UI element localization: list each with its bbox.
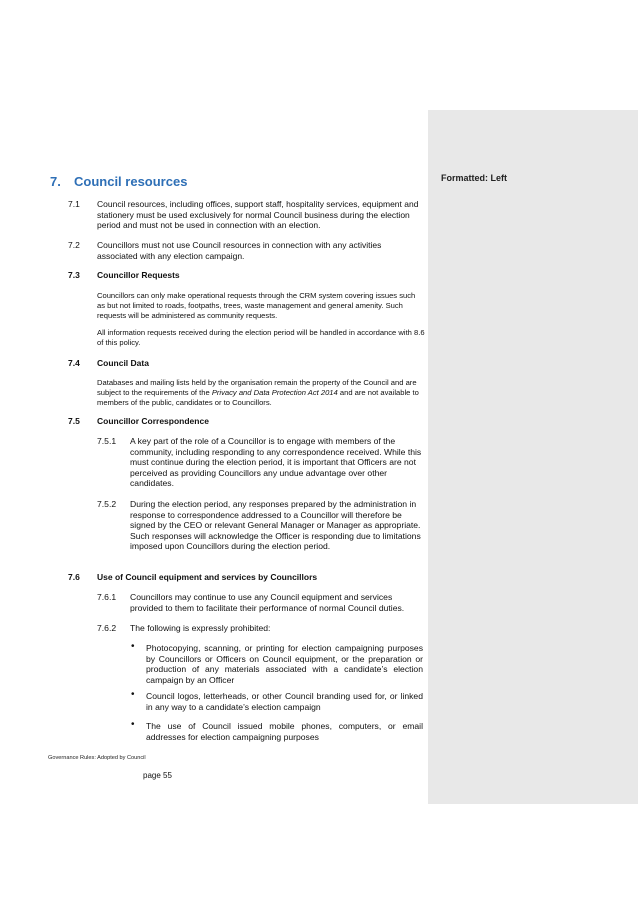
subsection-title-7-3: Councillor Requests — [97, 270, 180, 280]
clause-text-7-2: Councillors must not use Council resources in connection with any activities associated with any election campaign. — [97, 240, 382, 261]
paragraph-7-3-1: Councillors can only make operational requests through the CRM system covering issues such as but not limited to roads, footpaths, trees, waste management and general amenity. Such requests will be administered as community requests. — [97, 291, 416, 320]
paragraph-7-3-2: All information requests received during the election period will be handled in accordance with 8.6 of this policy. — [97, 328, 425, 347]
bullet-item: Council logos, letterheads, or other Council branding used for, or linked in any way to a candidate’s election campaign — [146, 691, 423, 712]
footer-text: Governance Rules: Adopted by Council — [48, 755, 146, 761]
bullet-icon: • — [131, 719, 135, 730]
page-number: page 55 — [143, 771, 172, 780]
clause-text-7-1: Council resources, including offices, support staff, hospitality services, equipment and stationery must be used exclusively for normal Council business during the election period and must not be used in connection with an election. — [97, 199, 419, 231]
comment-formatted-label: Formatted: Left — [441, 173, 507, 183]
act-name: Privacy and Data Protection Act 2014 — [211, 387, 338, 397]
clause-number-7-6-2: 7.6.2 — [97, 623, 117, 633]
clause-number-7-2: 7.2 — [68, 240, 80, 250]
bullet-item: The use of Council issued mobile phones, computers, or email addresses for election campaigning purposes — [146, 721, 423, 742]
clause-number-7-6-1: 7.6.1 — [97, 592, 117, 602]
subsection-number-7-4: 7.4 — [68, 358, 80, 368]
subsection-title-7-6: Use of Council equipment and services by Councillors — [97, 572, 318, 582]
bullet-icon: • — [131, 641, 135, 652]
subsection-title-7-4: Council Data — [97, 358, 149, 368]
clause-text-7-6-2: The following is expressly prohibited: — [130, 623, 271, 633]
clause-text-7-6-1: Councillors may continue to use any Council equipment and services provided to them to facilitate their performance of normal Council duties. — [130, 592, 405, 613]
subsection-number-7-3: 7.3 — [68, 270, 80, 280]
paragraph-7-4: Databases and mailing lists held by the organisation remain the property of the Council and are subject to the requirements of the Privacy and Data Protection Act 2014 and are not available to members of the public, candidates or to Councillors. — [97, 378, 419, 407]
comment-pane — [428, 110, 638, 804]
section-title: Council resources — [74, 174, 188, 189]
clause-text-7-5-1: A key part of the role of a Councillor is to engage with members of the community, including responding to any correspondence received. While this must continue during the election period, it is important that Officers are not perceived as providing Councillors any undue advantage over other candidates. — [130, 436, 422, 489]
clause-number-7-1: 7.1 — [68, 199, 80, 209]
clause-text-7-5-2: During the election period, any responses prepared by the administration in response to correspondence addressed to a Councillor will therefore be signed by the CEO or relevant General Manager or Manager as appropriate. Such responses will acknowledge the Officer is responding due to limitations imposed upon Councillors during the election period. — [130, 499, 421, 552]
section-number: 7. — [50, 174, 61, 189]
subsection-title-7-5: Councillor Correspondence — [97, 416, 209, 426]
bullet-item: Photocopying, scanning, or printing for election campaigning purposes by Councillors or Officers on Council equipment, or the preparation or production of any materials associated with a candidate’s election campaign by an Officer — [146, 643, 423, 685]
subsection-number-7-5: 7.5 — [68, 416, 80, 426]
clause-number-7-5-1: 7.5.1 — [97, 436, 117, 446]
subsection-number-7-6: 7.6 — [68, 572, 80, 582]
bullet-icon: • — [131, 689, 135, 700]
clause-number-7-5-2: 7.5.2 — [97, 499, 117, 509]
